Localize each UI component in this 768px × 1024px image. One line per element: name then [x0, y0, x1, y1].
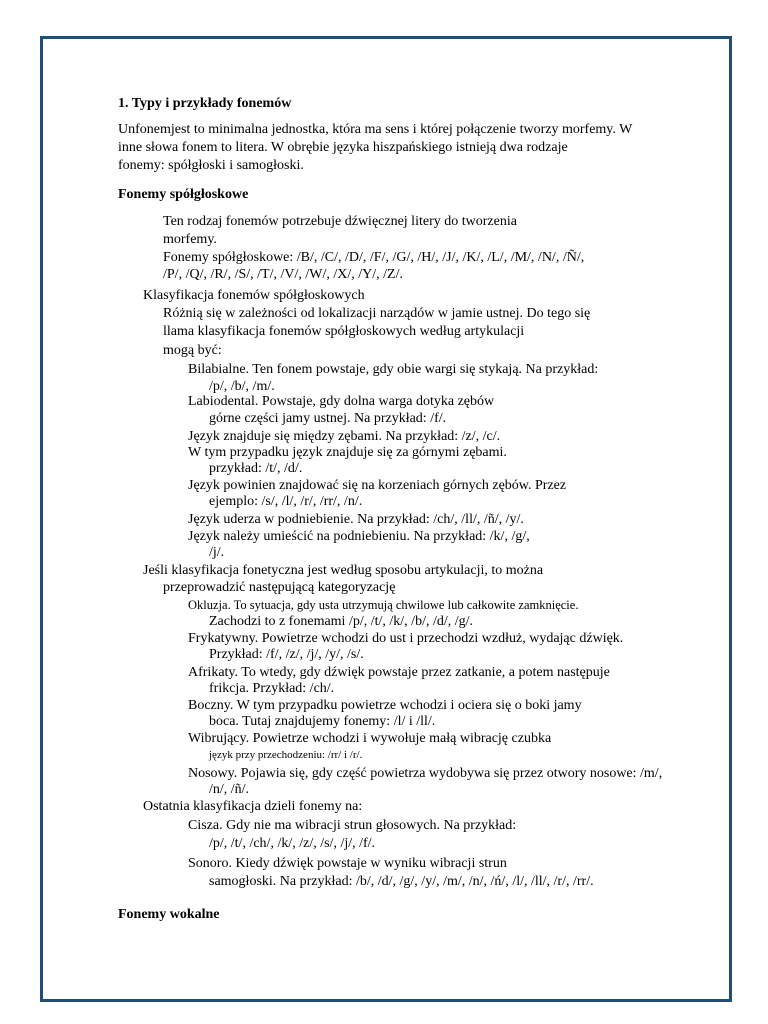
- list-item-continuation: /p/, /b/, /m/.: [209, 379, 275, 394]
- list-item: [188, 730, 551, 747]
- intro-line-1: Unfonemjest to minimalna jednostka, która ma sens i której połączenie tworzy morfemy. W: [118, 122, 633, 137]
- subsection-title-vowels: Fonemy wokalne: [118, 907, 220, 922]
- list-item: [188, 664, 610, 681]
- classification-1-label: Klasyfikacja fonemów spółgłoskowych: [143, 288, 365, 303]
- list-item: [188, 597, 578, 614]
- list-item-text: W tym przypadku język znajduje się za górnymi zębami.: [188, 445, 507, 460]
- consonant-desc-line-2: morfemy.: [163, 232, 217, 247]
- desc-text: Różnią się w zależności od lokalizacji narządów w jamie ustnej. Do tego się: [163, 306, 591, 321]
- list-item-continuation: /n/, /ñ/.: [209, 782, 250, 797]
- list-item-text: Cisza. Gdy nie ma wibracji strun głosowych. Na przykład:: [188, 818, 517, 833]
- subsection-title-consonants: Fonemy spółgłoskowe: [118, 187, 249, 202]
- list-item-text: Labiodental. Powstaje, gdy dolna warga dotyka zębów: [188, 394, 495, 409]
- list-item-continuation: górne części jamy ustnej. Na przykład: /f/.: [209, 411, 447, 426]
- list-item-text: Sonoro. Kiedy dźwięk powstaje w wyniku wibracji strun: [188, 856, 507, 871]
- classification-2-label: Jeśli klasyfikacja fonetyczna jest według sposobu artykulacji, to można: [143, 563, 544, 578]
- list-item-continuation: /p/, /t/, /ch/, /k/, /z/, /s/, /j/, /f/.: [209, 836, 376, 851]
- classification-1-title: [143, 287, 365, 304]
- list-item-continuation: przykład: /t/, /d/.: [209, 461, 303, 476]
- list-item: [188, 817, 516, 834]
- consonant-list-line-2: /P/, /Q/, /R/, /S/, /T/, /V/, /W/, /X/, /Y/, /Z/.: [163, 267, 403, 282]
- list-item-text: Boczny. W tym przypadku powietrze wchodzi i ociera się o boki jamy: [188, 698, 582, 713]
- intro-line-3: fonemy: spółgłoski i samogłoski.: [118, 158, 304, 173]
- classification-3-label: Ostatnia klasyfikacja dzieli fonemy na:: [143, 799, 363, 814]
- list-item-text: Język powinien znajdować się na korzeniach górnych zębów. Przez: [188, 478, 567, 493]
- intro-line-2: inne słowa fonem to litera. W obrębie języka hiszpańskiego istnieją dwa rodzaje: [118, 140, 568, 155]
- list-item: [188, 511, 524, 528]
- list-item-text: Język należy umieścić na podniebieniu. Na przykład: /k/, /g/,: [188, 529, 530, 544]
- list-item: [188, 697, 582, 714]
- list-item-continuation: frikcja. Przykład: /ch/.: [209, 681, 335, 696]
- list-item-continuation: boca. Tutaj znajdujemy fonemy: /l/ i /ll/.: [209, 714, 436, 729]
- list-item-continuation: /j/.: [209, 545, 225, 560]
- classification-3-title: [143, 798, 362, 815]
- consonant-desc-line-1: Ten rodzaj fonemów potrzebuje dźwięcznej litery do tworzenia: [163, 214, 517, 229]
- list-item: [188, 428, 500, 445]
- list-item-continuation: język przy przechodzeniu: /rr/ i /r/.: [209, 749, 363, 761]
- list-item: [188, 855, 507, 872]
- list-item-text: Afrikaty. To wtedy, gdy dźwięk powstaje przez zatkanie, a potem następuje: [188, 665, 610, 680]
- list-item-text: Wibrujący. Powietrze wchodzi i wywołuje małą wibrację czubka: [188, 731, 552, 746]
- list-item: [188, 361, 598, 378]
- section-heading: 1. Typy i przykłady fonemów: [118, 96, 292, 111]
- list-item-continuation: ejemplo: /s/, /l/, /r/, /rr/, /n/.: [209, 494, 363, 509]
- classification-2-desc: przeprowadzić następującą kategoryzację: [163, 580, 396, 595]
- list-item: [188, 765, 662, 782]
- list-item: [188, 477, 566, 494]
- list-item-text: Frykatywny. Powietrze wchodzi do ust i przechodzi wzdłuż, wydając dźwięk.: [188, 631, 624, 646]
- classification-1-desc-line-3: mogą być:: [163, 343, 222, 358]
- list-item-text: Bilabialne. Ten fonem powstaje, gdy obie wargi się stykają. Na przykład:: [188, 362, 599, 377]
- list-item-text: Język znajduje się między zębami. Na przykład: /z/, /c/.: [188, 429, 501, 444]
- classification-1-desc-line-1: [163, 305, 668, 322]
- list-item-continuation: samogłoski. Na przykład: /b/, /d/, /g/, /y/, /m/, /n/, /ń/, /l/, /ll/, /r/, /rr/.: [209, 874, 594, 889]
- list-item: [188, 393, 494, 410]
- list-item-text: Język uderza w podniebienie. Na przykład: /ch/, /ll/, /ñ/, /y/.: [188, 512, 524, 527]
- classification-2-title: [143, 562, 543, 579]
- list-item: [188, 444, 507, 461]
- list-item-text: Nosowy. Pojawia się, gdy część powietrza wydobywa się przez otwory nosowe: /m/,: [188, 766, 663, 781]
- list-item-continuation: Przykład: /f/, /z/, /j/, /y/, /s/.: [209, 647, 364, 662]
- list-item: [188, 630, 623, 647]
- consonant-list-line-1: Fonemy spółgłoskowe: /B/, /C/, /D/, /F/, /G/, /H/, /J/, /K/, /L/, /M/, /N/, /Ñ/,: [163, 250, 585, 265]
- list-item-text: Okluzja. To sytuacja, gdy usta utrzymują chwilowe lub całkowite zamknięcie.: [188, 598, 579, 612]
- classification-1-desc-line-2: llama klasyfikacja fonemów spółgłoskowych według artykulacji: [163, 324, 525, 339]
- list-item-continuation: Zachodzi to z fonemami /p/, /t/, /k/, /b/, /d/, /g/.: [209, 614, 474, 629]
- list-item: [188, 528, 530, 545]
